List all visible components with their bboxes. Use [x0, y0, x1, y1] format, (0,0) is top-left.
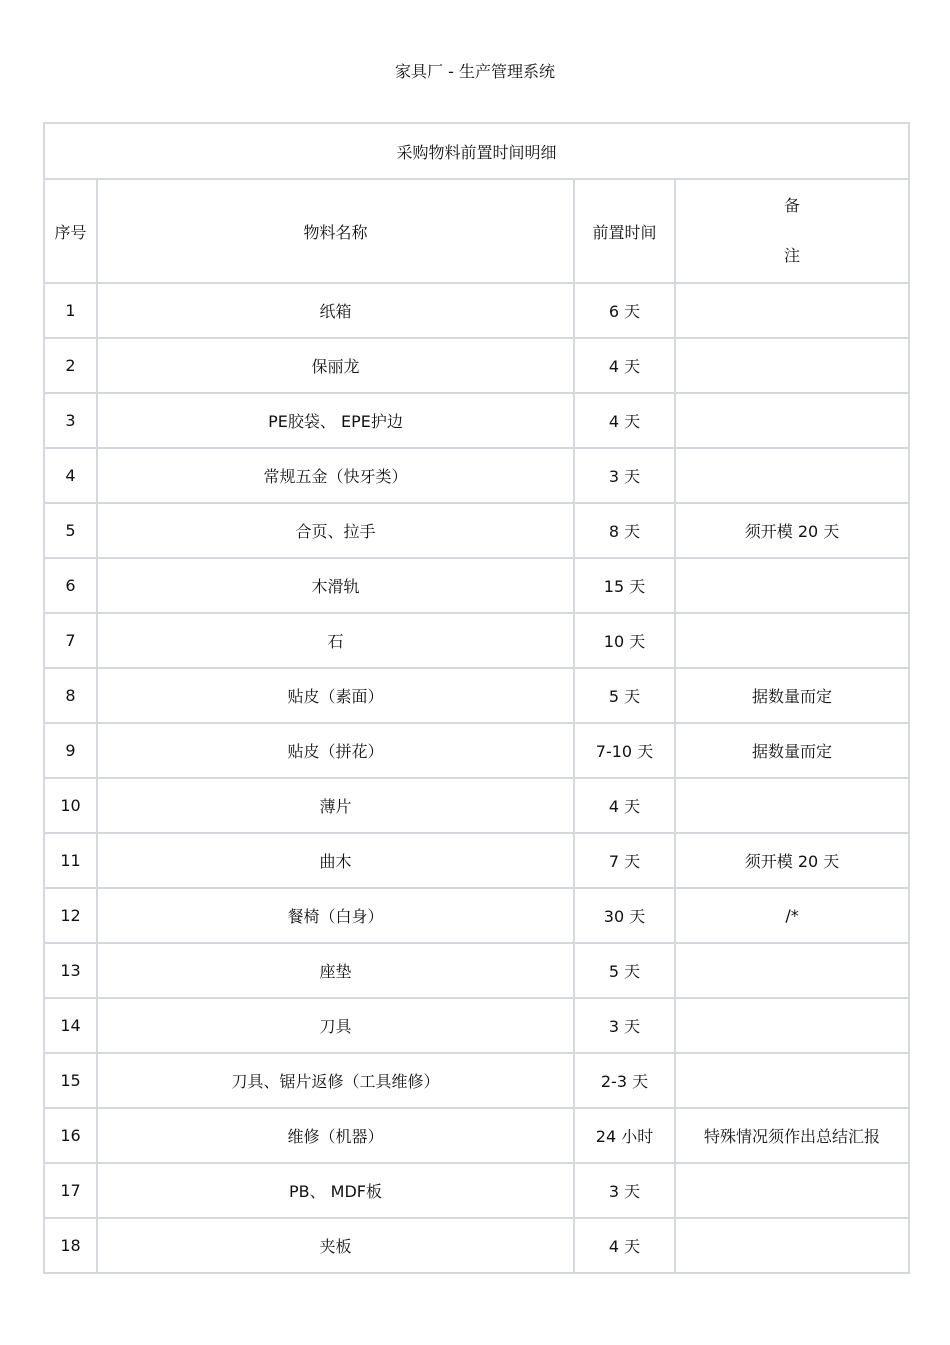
lead-time-table: [43, 122, 910, 1274]
row-lead-time: 6 天: [574, 283, 675, 338]
row-material-name: 餐椅（白身）: [97, 888, 574, 943]
row-remark: /*: [675, 888, 909, 943]
row-remark: [675, 1163, 909, 1218]
row-index: 9: [44, 723, 97, 778]
row-index: 11: [44, 833, 97, 888]
row-lead-time: 3 天: [574, 998, 675, 1053]
row-lead-time: 3 天: [574, 1163, 675, 1218]
table-row: [44, 723, 909, 778]
table-row: [44, 338, 909, 393]
table-caption: 采购物料前置时间明细: [44, 123, 909, 179]
row-material-name: 纸箱: [97, 283, 574, 338]
row-lead-time: 4 天: [574, 338, 675, 393]
row-material-name: 座垫: [97, 943, 574, 998]
row-index: 12: [44, 888, 97, 943]
table-row: [44, 998, 909, 1053]
row-index: 5: [44, 503, 97, 558]
row-material-name: 刀具: [97, 998, 574, 1053]
row-remark: 据数量而定: [675, 723, 909, 778]
row-index: 7: [44, 613, 97, 668]
row-material-name: 刀具、锯片返修（工具维修）: [97, 1053, 574, 1108]
row-remark: [675, 1053, 909, 1108]
row-remark: [675, 613, 909, 668]
row-material-name: 曲木: [97, 833, 574, 888]
table-row: [44, 1163, 909, 1218]
header-index: 序号: [44, 179, 97, 283]
row-remark: [675, 1218, 909, 1273]
table-row: [44, 1218, 909, 1273]
row-lead-time: 24 小时: [574, 1108, 675, 1163]
row-remark: [675, 943, 909, 998]
row-remark: [675, 283, 909, 338]
table-row: [44, 778, 909, 833]
row-index: 8: [44, 668, 97, 723]
row-index: 17: [44, 1163, 97, 1218]
table-row: [44, 558, 909, 613]
row-index: 18: [44, 1218, 97, 1273]
row-lead-time: 2-3 天: [574, 1053, 675, 1108]
row-remark: [675, 998, 909, 1053]
header-lead-time: 前置时间: [574, 179, 675, 283]
table-row: [44, 1053, 909, 1108]
row-material-name: 夹板: [97, 1218, 574, 1273]
row-material-name: 保丽龙: [97, 338, 574, 393]
row-remark: 须开模 20 天: [675, 503, 909, 558]
row-lead-time: 7 天: [574, 833, 675, 888]
row-lead-time: 4 天: [574, 393, 675, 448]
row-material-name: 石: [97, 613, 574, 668]
row-index: 14: [44, 998, 97, 1053]
table-body: [44, 123, 909, 1273]
row-lead-time: 4 天: [574, 1218, 675, 1273]
table-row: [44, 888, 909, 943]
table-row: [44, 613, 909, 668]
row-lead-time: 7-10 天: [574, 723, 675, 778]
row-material-name: 常规五金（快牙类）: [97, 448, 574, 503]
row-index: 3: [44, 393, 97, 448]
row-lead-time: 8 天: [574, 503, 675, 558]
row-lead-time: 5 天: [574, 668, 675, 723]
row-index: 13: [44, 943, 97, 998]
row-material-name: PB、 MDF板: [97, 1163, 574, 1218]
row-remark: [675, 338, 909, 393]
row-material-name: 维修（机器）: [97, 1108, 574, 1163]
row-remark: [675, 778, 909, 833]
header-remark-line2: 注: [784, 246, 801, 265]
row-material-name: 贴皮（素面）: [97, 668, 574, 723]
row-remark: 据数量而定: [675, 668, 909, 723]
table-row: [44, 1108, 909, 1163]
row-material-name: 合页、拉手: [97, 503, 574, 558]
table-row: [44, 283, 909, 338]
table-row: [44, 668, 909, 723]
row-material-name: 贴皮（拼花）: [97, 723, 574, 778]
row-remark: [675, 558, 909, 613]
row-material-name: PE胶袋、 EPE护边: [97, 393, 574, 448]
table-caption-row: [44, 123, 909, 179]
row-index: 4: [44, 448, 97, 503]
table-header-row: [44, 179, 909, 283]
row-lead-time: 4 天: [574, 778, 675, 833]
header-remark: [675, 179, 909, 283]
row-index: 1: [44, 283, 97, 338]
row-remark: [675, 448, 909, 503]
row-index: 10: [44, 778, 97, 833]
table-row: [44, 943, 909, 998]
row-material-name: 薄片: [97, 778, 574, 833]
row-lead-time: 10 天: [574, 613, 675, 668]
row-index: 15: [44, 1053, 97, 1108]
row-lead-time: 30 天: [574, 888, 675, 943]
table-row: [44, 503, 909, 558]
row-index: 2: [44, 338, 97, 393]
row-remark: [675, 393, 909, 448]
row-remark: 须开模 20 天: [675, 833, 909, 888]
header-material-name: 物料名称: [97, 179, 574, 283]
row-material-name: 木滑轨: [97, 558, 574, 613]
table-row: [44, 833, 909, 888]
header-remark-line1: 备: [784, 196, 801, 215]
row-remark: 特殊情况须作出总结汇报: [675, 1108, 909, 1163]
row-index: 6: [44, 558, 97, 613]
table-row: [44, 393, 909, 448]
row-index: 16: [44, 1108, 97, 1163]
table-row: [44, 448, 909, 503]
row-lead-time: 15 天: [574, 558, 675, 613]
page-title: 家具厂 - 生产管理系统: [395, 62, 555, 81]
row-lead-time: 5 天: [574, 943, 675, 998]
row-lead-time: 3 天: [574, 448, 675, 503]
